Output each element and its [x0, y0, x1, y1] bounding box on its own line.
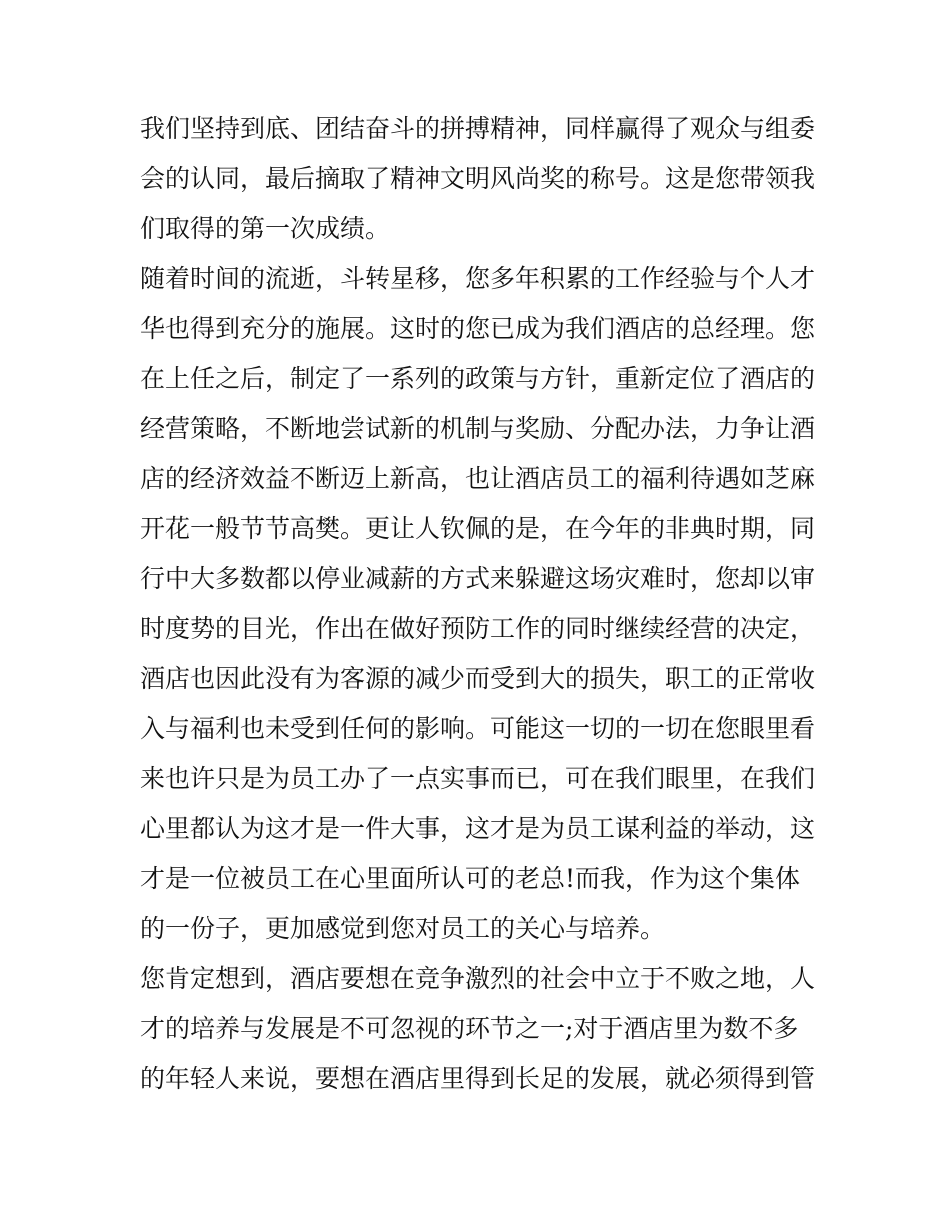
text-line-19: 才的培养与发展是不可忽视的环节之一;对于酒店里为数不多 [140, 1014, 799, 1043]
text-line-4: 随着时间的流逝，斗转星移，您多年积累的工作经验与个人才 [140, 264, 816, 293]
text-line-17: 的一份子，更加感觉到您对员工的关心与培养。 [140, 914, 666, 943]
text-line-1: 我们坚持到底、团结奋斗的拼搏精神，同样赢得了观众与组委 [140, 114, 816, 143]
text-line-2: 会的认同，最后摘取了精神文明风尚奖的称号。这是您带领我 [140, 164, 816, 193]
text-line-9: 开花一般节节高樊。更让人钦佩的是，在今年的非典时期，同 [140, 514, 816, 543]
text-line-20: 的年轻人来说，要想在酒店里得到长足的发展，就必须得到管 [140, 1064, 816, 1093]
text-line-13: 入与福利也未受到任何的影响。可能这一切的一切在您眼里看 [140, 714, 816, 743]
text-line-10: 行中大多数都以停业减薪的方式来躲避这场灾难时，您却以审 [140, 564, 816, 593]
text-line-16: 才是一位被员工在心里面所认可的老总!而我，作为这个集体 [140, 864, 801, 893]
text-line-12: 酒店也因此没有为客源的减少而受到大的损失，职工的正常收 [140, 664, 816, 693]
text-line-7: 经营策略，不断地尝试新的机制与奖励、分配办法，力争让酒 [140, 414, 816, 443]
text-line-11: 时度势的目光，作出在做好预防工作的同时继续经营的决定， [140, 614, 816, 643]
text-line-18: 您肯定想到，酒店要想在竞争激烈的社会中立于不败之地，人 [140, 964, 816, 993]
text-line-3: 们取得的第一次成绩。 [140, 214, 391, 243]
document-body [140, 104, 820, 1104]
text-line-5: 华也得到充分的施展。这时的您已成为我们酒店的总经理。您 [140, 314, 816, 343]
text-line-8: 店的经济效益不断迈上新高，也让酒店员工的福利待遇如芝麻 [140, 464, 816, 493]
text-line-14: 来也许只是为员工办了一点实事而已，可在我们眼里，在我们 [140, 764, 816, 793]
text-line-15: 心里都认为这才是一件大事，这才是为员工谋利益的举动，这 [140, 814, 816, 843]
text-line-6: 在上任之后，制定了一系列的政策与方针，重新定位了酒店的 [140, 364, 816, 393]
